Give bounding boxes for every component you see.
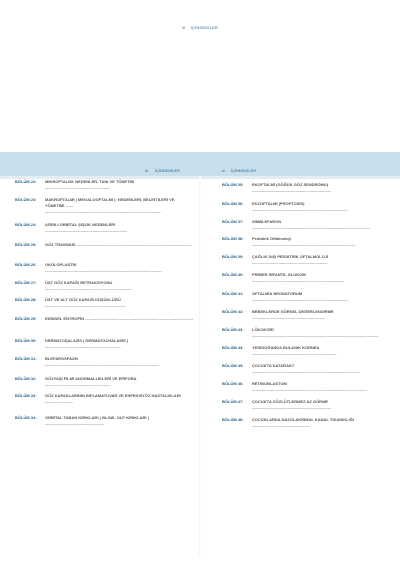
- toc-entry[interactable]: [222, 272, 388, 284]
- toc-entry[interactable]: [15, 262, 193, 274]
- toc-entry[interactable]: [15, 393, 193, 405]
- toc-entry[interactable]: [15, 338, 193, 350]
- toc-entry[interactable]: [15, 179, 193, 191]
- toc-chapter-label: BÖLÜM 42:: [222, 309, 244, 314]
- toc-chapter-title: ORBİTAL TABAN KIRIKLARI ( BLOW- OUT KIRIKLARI ) .....................................................: [45, 415, 149, 426]
- toc-entry[interactable]: [15, 376, 193, 388]
- toc-chapter-title: ÇAĞLIK DIŞI PEDİATRİK OFTALMOLOJİ ....................................................................: [252, 254, 329, 265]
- toc-chapter-label: BÖLÜM 34:: [15, 415, 37, 420]
- toc-entry[interactable]: [222, 201, 388, 213]
- toc-entry[interactable]: [222, 182, 388, 194]
- toc-chapter-label: BÖLÜM 37:: [222, 219, 244, 224]
- toc-chapter-title: BLEFAROSPAZM .......................................................................................................: [45, 356, 160, 367]
- toc-chapter-title: ÜST GÖZ KAPAĞI RETRAKSİYONU ..............................................................................: [45, 280, 132, 291]
- toc-chapter-title: ÜST VE ALT GÖZ KAPAĞI DÜŞÜKLÜĞÜ ........................................................................: [45, 297, 126, 308]
- toc-entry[interactable]: [15, 242, 193, 248]
- top-page-number: iii: [182, 25, 185, 30]
- toc-chapter-label: BÖLÜM 38:: [222, 236, 244, 241]
- toc-title-line2: ........................................................................................................: [45, 209, 161, 214]
- toc-entry[interactable]: [222, 417, 388, 429]
- toc-entry[interactable]: [222, 309, 388, 321]
- toc-chapter-title: EDİNSEL ENTROPİN .................................................................................................: [45, 316, 193, 321]
- right-page-number: iv: [222, 168, 225, 173]
- toc-chapter-title: ÇOCUKLARDA NAZOLAKRİMAL KANAL TIKANIKLIĞI ....................................................: [252, 417, 354, 428]
- toc-entry[interactable]: [222, 327, 388, 339]
- toc-chapter-label: BÖLÜM 41:: [222, 291, 244, 296]
- toc-chapter-label: BÖLÜM 27:: [15, 280, 37, 285]
- toc-chapter-label: BÖLÜM 44:: [222, 345, 244, 350]
- left-page-title: İÇİNDEKİLER: [155, 168, 181, 173]
- toc-entry[interactable]: [222, 381, 388, 393]
- toc-chapter-label: BÖLÜM 46:: [222, 381, 244, 386]
- toc-chapter-label: BÖLÜM 25:: [15, 242, 37, 247]
- toc-entry[interactable]: [222, 236, 388, 248]
- toc-chapter-title: RETİNOBLASTOM ........................................................................................................: [252, 381, 368, 392]
- toc-chapter-label: BÖLÜM 48:: [222, 417, 244, 422]
- header-band: [0, 152, 400, 176]
- toc-chapter-title: EKZOFTALMİ (PROPTOSİS) ......................................................................................: [252, 201, 348, 212]
- toc-chapter-label: BÖLÜM 47:: [222, 399, 244, 404]
- toc-entry[interactable]: [15, 297, 193, 309]
- toc-chapter-label: BÖLÜM 43:: [222, 327, 244, 332]
- toc-chapter-title: MİKROFTALMİ: NEDENLER, TANI VE TÖNETİM ..........................................................: [45, 179, 134, 190]
- toc-chapter-title: GÖZ KAPAKLARININ İNFLAMATUVAR VE ENFEKSİYÖZ HASTALIKLARI .........................: [45, 393, 181, 404]
- top-running-header: [0, 0, 400, 30]
- toc-entry[interactable]: [15, 415, 193, 427]
- toc-entry[interactable]: [222, 291, 388, 303]
- toc-title-line1: MAKROFTALMİ ( MEGALOOFTALMİ ): NEDENLERİ, BELİRTİLERİ VE YÖNETİMİ .......: [45, 197, 175, 208]
- page-gutter: [199, 176, 201, 556]
- toc-chapter-title: ÇOCUKTA GÖZLÜTLERMEZ AZ GÖRME .......................................................................: [252, 399, 331, 410]
- toc-chapter-label: BÖLÜM 30:: [15, 338, 37, 343]
- toc-entry[interactable]: [15, 280, 193, 292]
- top-page-title: İÇİNDEKİLER: [190, 25, 218, 30]
- toc-entry[interactable]: [15, 197, 193, 215]
- toc-entry[interactable]: [15, 316, 193, 322]
- toc-chapter-title: LÖKOKORİ ..................................................................................................................: [252, 327, 379, 338]
- toc-chapter-title: SİMBLEFARON ..........................................................................................................: [252, 219, 370, 230]
- toc-chapter-title: ÇOCUKTA KATARAKT .................................................................................................: [252, 363, 360, 374]
- toc-chapter-title: AĞRILI ORBİTAL ŞİŞLİK NEDENLERİ ..........................................................................: [45, 222, 128, 233]
- toc-chapter-title: EKOFTALMİ (GÖĞÜK GÖZ SENDROMU) .......................................................................: [252, 182, 331, 193]
- toc-chapter-label: BÖLÜM 32:: [15, 376, 37, 381]
- toc-entry[interactable]: [222, 254, 388, 266]
- toc-chapter-label: BÖLÜM 23:: [15, 197, 37, 202]
- toc-entry[interactable]: [222, 219, 388, 231]
- toc-chapter-title: OKÜLOPLASTİK .........................................................................................................: [45, 262, 162, 273]
- toc-chapter-title: GÖZ TRAVMASI ........................................................................................................: [45, 242, 193, 247]
- toc-chapter-label: BÖLÜM 31:: [15, 356, 37, 361]
- toc-chapter-title: PRİMER İNFANTİL GLOKOM ...................................................................................: [252, 272, 345, 283]
- toc-entry[interactable]: [15, 222, 193, 234]
- toc-chapter-title: BEBEKLERDE GÖRSEL DEĞERLENDİRME ..................................................................: [252, 309, 334, 320]
- toc-chapter-title: YENİDOĞANDA BULANIK KORNEA ............................................................................: [252, 345, 337, 356]
- toc-chapter-label: BÖLÜM 35:: [222, 182, 244, 187]
- toc-chapter-label: BÖLÜM 39:: [222, 254, 244, 259]
- toc-entry[interactable]: [15, 356, 193, 368]
- toc-chapter-title: Pediatrik Oftalmoloji .............................................................................................: [252, 236, 356, 247]
- toc-entry[interactable]: [222, 399, 388, 411]
- toc-chapter-label: BÖLÜM 40:: [222, 272, 244, 277]
- toc-chapter-label: BÖLÜM 36:: [222, 201, 244, 206]
- toc-chapter-label: BÖLÜM 29:: [15, 316, 37, 321]
- toc-chapter-label: BÖLÜM 26:: [15, 262, 37, 267]
- toc-entry[interactable]: [222, 345, 388, 357]
- toc-chapter-label: BÖLÜM 24:: [15, 222, 37, 227]
- left-page-number: iii: [145, 168, 148, 173]
- toc-chapter-title: OFTALMİA NEONATORUM .......................................................................................: [252, 291, 349, 302]
- right-page-title: İÇİNDEKİLER: [231, 168, 257, 173]
- toc-chapter-label: BÖLÜM 28:: [15, 297, 37, 302]
- toc-entry[interactable]: [222, 363, 388, 375]
- toc-chapter-label: BÖLÜM 33:: [15, 393, 37, 398]
- toc-chapter-title: DERMATOŞALAZİS ( DERMATOCHALASİS ) ....................................................................: [45, 338, 129, 349]
- toc-chapter-title: [45, 197, 193, 215]
- toc-chapter-label: BÖLÜM 45:: [222, 363, 244, 368]
- toc-chapter-label: BÖLÜM 22:: [15, 179, 37, 184]
- toc-chapter-title: GÖZYAŞI FİLMİ ANORMALLİKLERİ VE EPİFORA ...........................................................: [45, 376, 137, 387]
